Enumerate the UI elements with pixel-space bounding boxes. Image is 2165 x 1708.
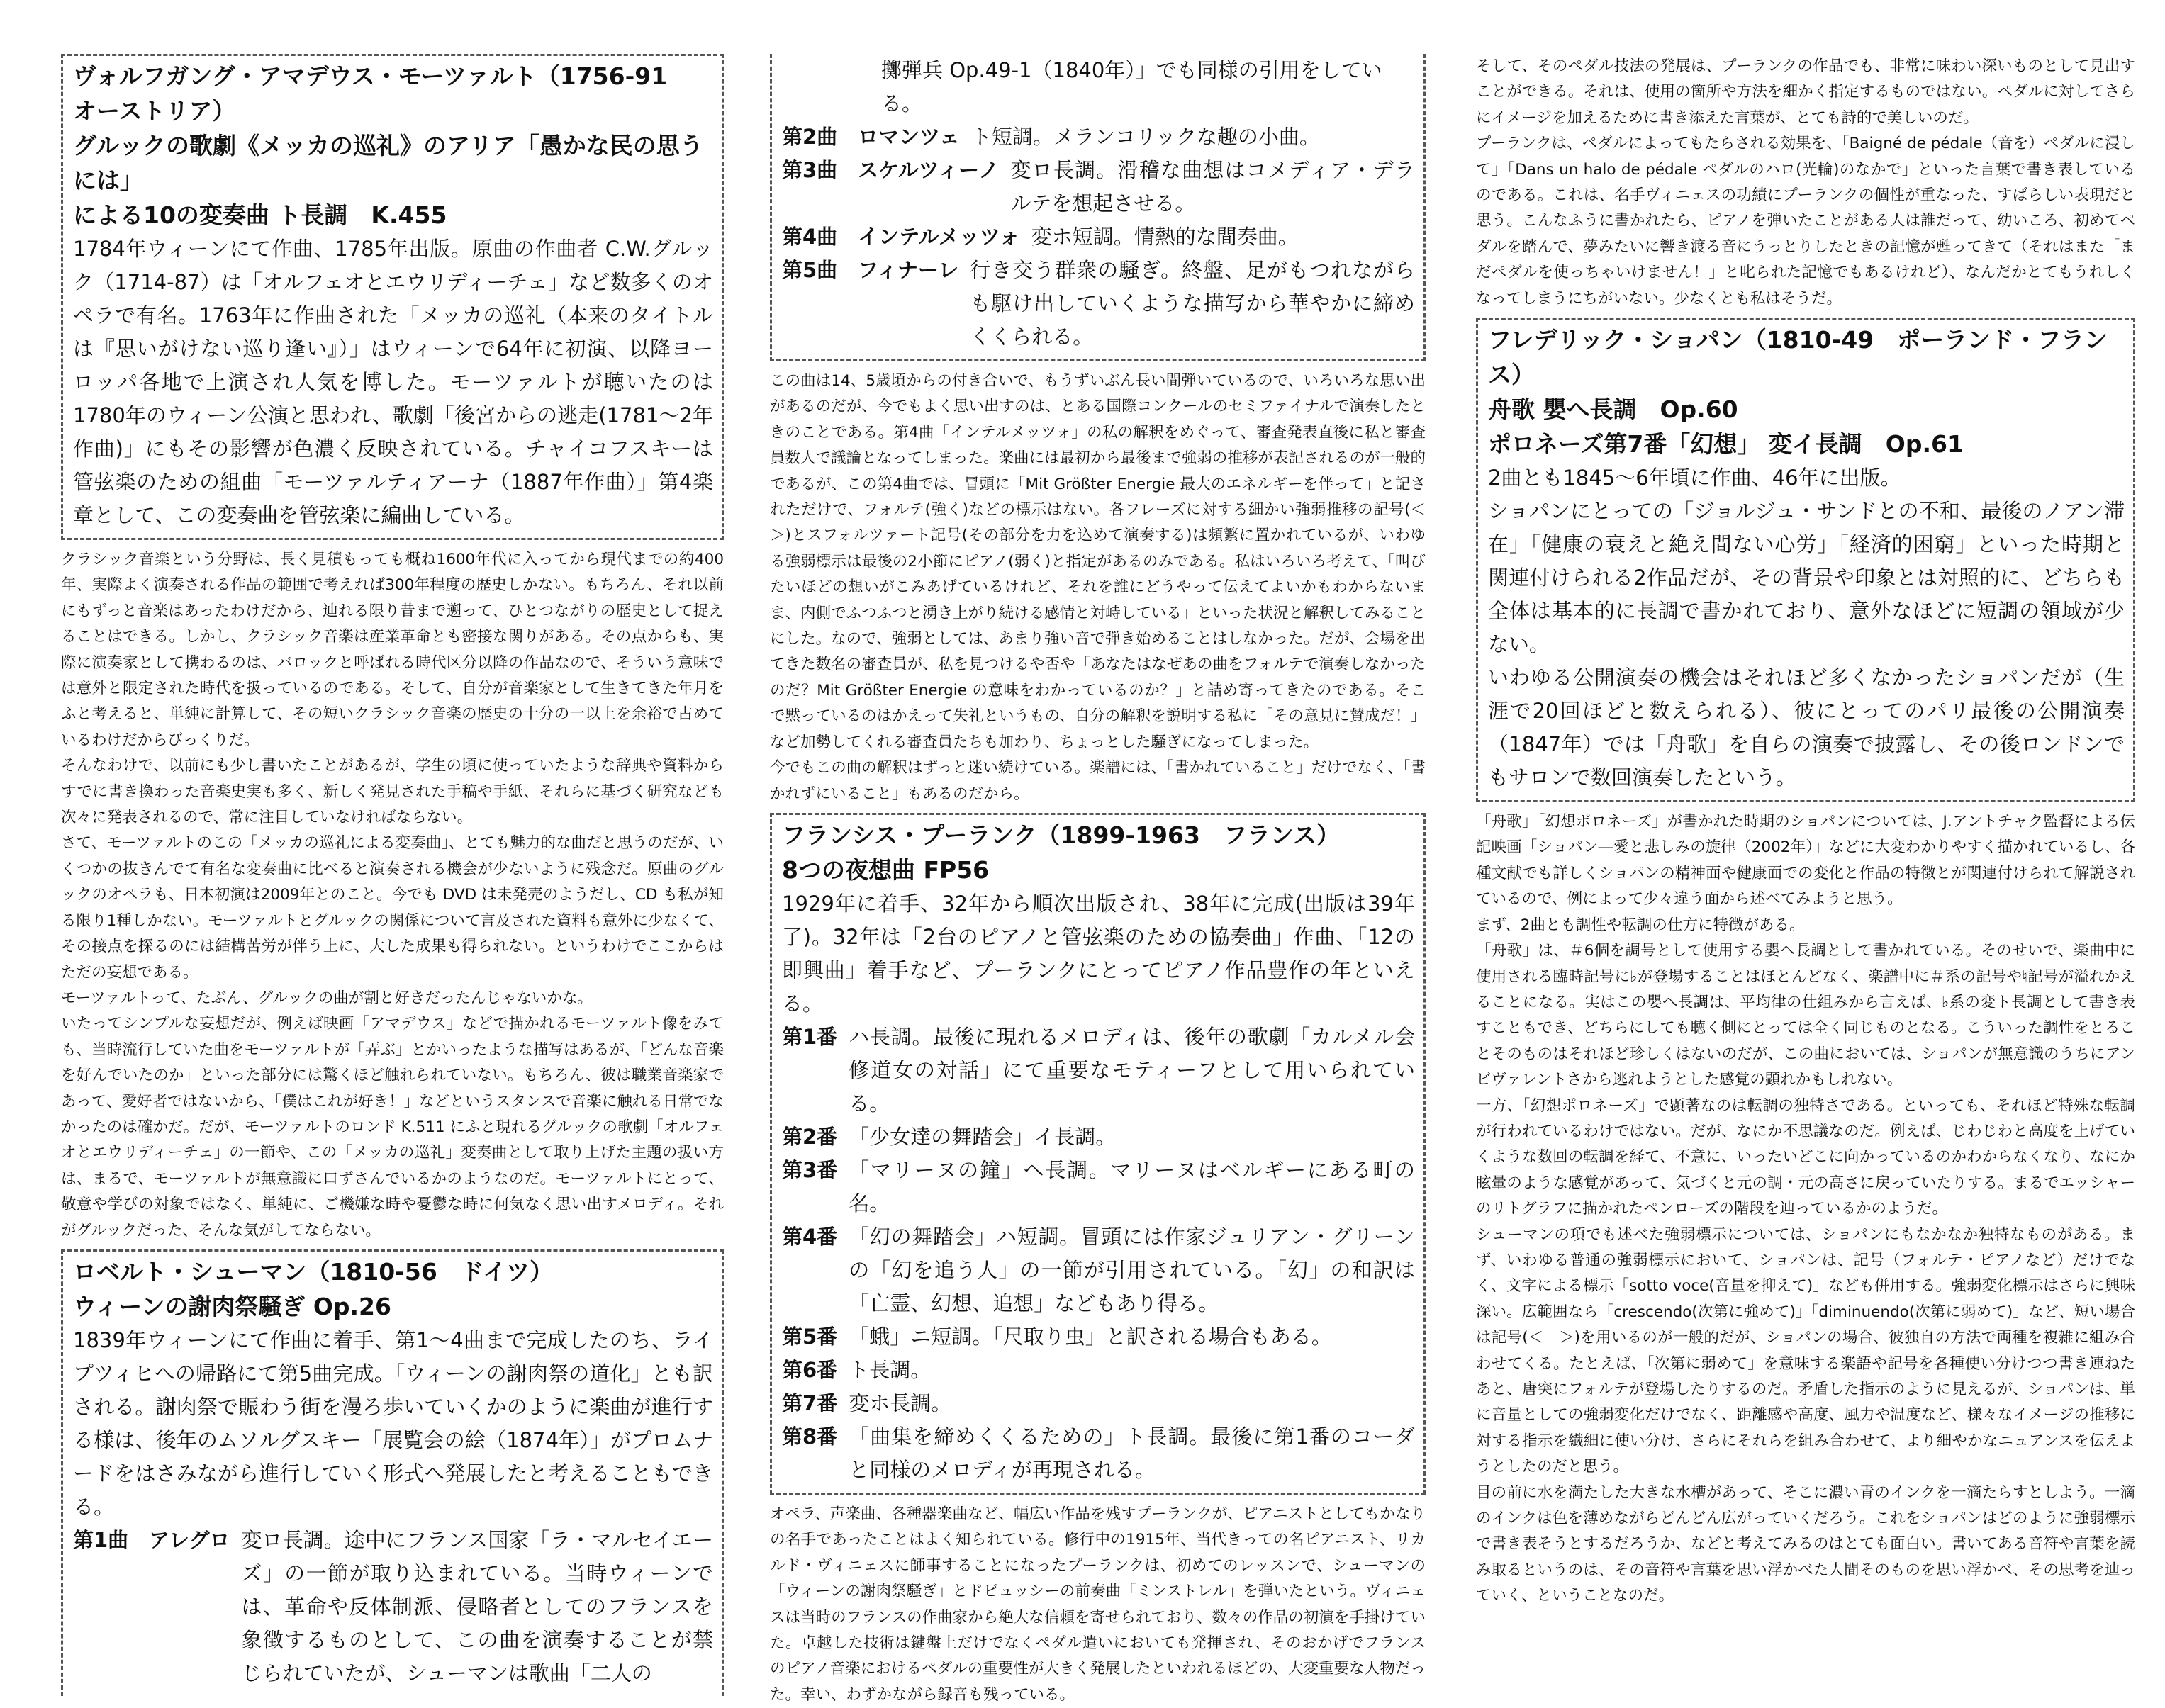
mozart-essay-paragraph: さて、モーツァルトのこの「メッカの巡礼による変奏曲」、とても魅力的な曲だと思うのだが、いくつかの抜きんでて有名な変奏曲に比べると演奏される機会が少ないように残念だ。原曲のグルックのオペラも、日本初演は2009年とのこと。今でも DVD は未発売のようだし、CD も私が知る限り1種しかない。モーツァルトとグルックの関係について言及された資料も意外に少なくて、その接点を探るのには結構苦労が伴う上に、大した成果も得られない。というわけでここからはただの妄想である。 <box>61 834 724 982</box>
movement-description: ト短調。メランコリックな趣の小曲。 <box>971 125 1320 149</box>
mozart-essay-paragraph: そんなわけで、以前にも少し書いたことがあるが、学生の頃に使っていたような辞典や資料からすでに書き換わった音楽史実も多く、新しく発見された手稿や手紙、それらに基づく研究なども次々に発表されるので、常に注目していなければならない。 <box>61 757 724 827</box>
nocturne-label: 第5番 <box>782 1324 838 1349</box>
chopin-title-barcarolle: 舟歌 嬰へ長調 Op.60 <box>1488 395 1738 424</box>
nocturne-label: 第7番 <box>782 1390 838 1415</box>
movement-description: 変ホ短調。情熱的な間奏曲。 <box>1031 225 1299 249</box>
nocturne-label: 第2番 <box>782 1124 838 1149</box>
poulenc-nocturne-3 <box>782 1154 1415 1220</box>
poulenc-nocturne-2 <box>782 1120 1415 1154</box>
schumann-essay <box>770 369 1441 807</box>
schumann-movement-4 <box>782 220 1415 254</box>
nocturne-description: 「幻の舞踏会」ハ短調。冒頭には作家ジュリアン・グリーンの「幻を追う人」の一節が引用されている。「幻」の和訳は「亡霊、幻想、追想」などもあり得る。 <box>849 1224 1415 1315</box>
schumann-movement-1 <box>73 1524 713 1690</box>
nocturne-description: 「少女達の舞踏会」イ長調。 <box>849 1124 1117 1149</box>
schumann-movement-1-continued: 擲弾兵 Op.49-1（1840年）」でも同様の引用をしている。 <box>881 58 1382 116</box>
poulenc-composer-heading: フランシス・プーランク（1899-1963 フランス） <box>782 821 1340 849</box>
nocturne-label: 第6番 <box>782 1357 838 1382</box>
nocturne-label: 第1番 <box>782 1024 838 1049</box>
chopin-program-note: 2曲とも1845～6年頃に作曲、46年に出版。 <box>1488 466 1901 490</box>
movement-label: 第4曲 インテルメッツォ <box>782 225 1020 249</box>
chopin-essay-paragraph: 「舟歌」は、＃6個を調号として使用する嬰へ長調として書かれている。そのせいで、楽曲中に使用される臨時記号に♭が登場することはほとんどなく、楽譜中に＃系の記号や♮記号が溢れかえることになる。実はこの嬰へ長調は、平均律の仕組みから言えば、♭系の変ト長調として書き表すこともでき、どちらにしても聴く側にとっては全く同じものとなる。こういった調性をとることそのものはそれほど珍しくはないのだが、この曲においては、ショパンが無意識のうちにアンビヴァレントさから逃れようとした感覚の顕れかもしれない。 <box>1476 942 2135 1089</box>
movement-label: 第1曲 アレグロ <box>73 1527 230 1552</box>
poulenc-nocturne-7 <box>782 1387 1415 1420</box>
poulenc-nocturne-4 <box>782 1220 1415 1320</box>
chopin-composer-heading: フレデリック・ショパン（1810-49 ポーランド・フランス） <box>1488 326 2108 389</box>
poulenc-essay-continued <box>1476 54 2135 312</box>
mozart-essay <box>61 547 724 1244</box>
schumann-title: ウィーンの謝肉祭騒ぎ Op.26 <box>73 1292 391 1320</box>
nocturne-description: ハ長調。最後に現れるメロディは、後年の歌劇「カルメル会修道女の対話」にて重要なモティーフとして用いられている。 <box>849 1024 1415 1116</box>
nocturne-description: 「蛾」ニ短調。「尺取り虫」と訳される場合もある。 <box>849 1324 1332 1349</box>
mozart-program-note: 1784年ウィーンにて作曲、1785年出版。原曲の作曲者 C.W.グルック（1714-87）は「オルフェオとエウリディーチェ」など数多くのオペラで有名。1763年に作曲された「メッカの巡礼（本来のタイトルは『思いがけない巡り逢い』）」はウィーンで64年に初演、以降ヨーロッパ各地で上演され人気を博した。モーツァルトが聴いたのは1780年のウィーン公演と思われ、歌劇「後宮からの逃走(1781～2年作曲)」にもその影響が色濃く反映されている。チャイコフスキーは管弦楽のための組曲「モーツァルティアーナ（1887年作曲）」第4楽章として、この変奏曲を管弦楽に編曲している。 <box>73 237 713 527</box>
schumann-essay-paragraph: 今でもこの曲の解釈はずっと迷い続けている。楽譜には、「書かれていること」だけでなく、「書かれずにいること」もあるのだから。 <box>770 759 1426 803</box>
poulenc-nocturne-5 <box>782 1320 1415 1354</box>
schumann-program-box <box>61 1249 724 1696</box>
nocturne-label: 第3番 <box>782 1157 838 1182</box>
mozart-title-line2: による10の変奏曲 ト長調 K.455 <box>73 201 447 229</box>
poulenc-nocturne-6 <box>782 1354 1415 1387</box>
schumann-movement-list <box>782 120 1415 354</box>
chopin-program-box <box>1476 318 2135 802</box>
nocturne-description: 変ホ長調。 <box>849 1390 952 1415</box>
mozart-essay-paragraph: クラシック音楽という分野は、長く見積もっても概ね1600年代に入ってから現代までの約400年、実際よく演奏される作品の範囲で考えれば300年程度の歴史しかない。もちろん、それ以前にもずっと音楽はあったわけだから、辿れる限り昔まで遡って、ひとつながりの歴史として捉えることはできる。しかし、クラシック音楽は産業革命とも密接な関りがある。その点からも、実際に演奏家として携わるのは、バロックと呼ばれる時代区分以降の作品なので、そういう意味では意外と限定された時代を扱っているのである。そして、自分が音楽家として生きてきた年月をふと考えると、単純に計算して、その短いクラシック音楽の歴史の十分の一以上を余裕で占めているわけだからびっくりだ。 <box>61 551 724 749</box>
schumann-program-box-continued <box>770 54 1426 361</box>
movement-description: 行き交う群衆の騒ぎ。終盤、足がもつれながらも駆け出していくような描写から華やかに締めくくられる。 <box>970 258 1415 349</box>
chopin-essay-paragraph: まず、2曲とも調性や転調の仕方に特徴がある。 <box>1476 916 1805 934</box>
poulenc-nocturne-list <box>782 1021 1415 1487</box>
column-left <box>61 54 724 1685</box>
nocturne-description: 「曲集を締めくくるための」ト長調。最後に第1番のコーダと同様のメロディが再現される。 <box>849 1424 1415 1482</box>
chopin-program-note: いわゆる公開演奏の機会はそれほど多くなかったショパンだが（生涯で20回ほどと数えられる）、彼にとってのパリ最後の公開演奏（1847年）では「舟歌」を自らの演奏で披露し、その後ロンドンでもサロンで数回演奏したという。 <box>1488 665 2125 790</box>
mozart-title-line1: グルックの歌劇《メッカの巡礼》のアリア「愚かな民の思うには」 <box>73 132 703 194</box>
mozart-essay-paragraph: いたってシンプルな妄想だが、例えば映画「アマデウス」などで描かれるモーツァルト像をみても、当時流行していた曲をモーツァルトが「弄ぶ」とかいったような描写はあるが、「どんな音楽を好んでいたのか」といった部分には驚くほど触れられていない。もちろん、彼は職業音楽家であって、愛好者ではないから、「僕はこれが好き！」などというスタンスで音楽に触れる日常でなかったのは確かだ。だが、モーツァルトのロンド K.511 にふと現れるグルックの歌劇「オルフェオとエウリディーチェ」の一節や、この「メッカの巡礼」変奏曲として取り上げた主題の扱い方は、まるで、モーツァルトが無意識に口ずさんでいるかのようなのだ。モーツァルトにとって、敬意や学びの対象ではなく、単純に、ご機嫌な時や憂鬱な時に何気なく思い出すメロディ。それがグルックだった、そんな気がしてならない。 <box>61 1015 724 1240</box>
poulenc-title: 8つの夜想曲 FP56 <box>782 855 990 884</box>
movement-description: 変ロ長調。途中にフランス国家「ラ・マルセイエーズ」の一節が取り込まれている。当時ウィーンでは、革命や反体制派、侵略者としてのフランスを象徴するものとして、この曲を演奏することが禁じられていたが、シューマンは歌曲「二人の <box>241 1527 713 1685</box>
chopin-essay-paragraph: 一方、「幻想ポロネーズ」で顕著なのは転調の独特さである。といっても、それほど特殊な転調が行われているわけではない。だが、なにか不思議なのだ。例えば、じわじわと高度を上げていくような数回の転調を経て、不意に、いったいどこに向かっているのかわからなくなり、なにか眩暈のような感覚があって、気づくと元の調・元の高さに戻っていたりする。まるでエッシャーのリトグラフに描かれたペンローズの階段を辿っているかのようだ。 <box>1476 1096 2135 1218</box>
chopin-title-polonaise-fantaisie: ポロネーズ第7番「幻想」 変イ長調 Op.61 <box>1488 430 1964 459</box>
mozart-essay-paragraph: モーツァルトって、たぶん、グルックの曲が割と好きだったんじゃないかな。 <box>61 989 593 1007</box>
schumann-movement-2 <box>782 120 1415 154</box>
chopin-essay <box>1476 809 2135 1609</box>
mozart-program-box <box>61 54 724 540</box>
poulenc-program-box <box>770 813 1426 1495</box>
nocturne-description: ト長調。 <box>849 1357 932 1382</box>
poulenc-essay-paragraph: オペラ、声楽曲、各種器楽曲など、幅広い作品を残すプーランクが、ピアニストとしてもかなりの名手であったことはよく知られている。修行中の1915年、当代きっての名ピアニスト、リカルド・ヴィニェスに師事することになったプーランクは、初めてのレッスンで、シューマンの「ウィーンの謝肉祭騒ぎ」とドビュッシーの前奏曲「ミンストレル」を弾いたという。ヴィニェスは当時のフランスの作曲家から絶大な信頼を寄せられており、数々の作品の初演を手掛けていた。卓越した技術は鍵盤上だけでなくペダル遣いにおいても発揮され、そのおかげでフランスのピアノ音楽におけるペダルの重要性が大きく発展したといわれるほどの、大変重要な人物だった。幸い、わずかながら録音も残っている。 <box>770 1505 1426 1704</box>
nocturne-description: 「マリーヌの鐘」ヘ長調。マリーヌはベルギーにある町の名。 <box>849 1157 1415 1215</box>
mozart-composer-heading: ヴォルフガング・アマデウス・モーツァルト（1756-91 オーストリア） <box>73 62 691 125</box>
movement-label: 第5曲 フィナーレ <box>782 258 959 282</box>
poulenc-essay-paragraph: そして、そのペダル技法の発展は、プーランクの作品でも、非常に味わい深いものとして見出すことができる。それは、使用の箇所や方法を細かく指定するものではない。ペダルに対してさらにイメージを加えるために書き添えた言葉が、とても詩的で美しいのだ。 <box>1476 57 2135 127</box>
schumann-essay-paragraph: この曲は14、5歳頃からの付き合いで、もうずいぶん長い間弾いているので、いろいろな思い出があるのだが、今でもよく思い出すのは、とある国際コンクールのセミファイナルで演奏したときのことである。第4曲「インテルメッツォ」の私の解釈をめぐって、審査発表直後に私と審査員数人で議論となってしまった。楽曲には最初から最後まで強弱の推移が表記されるのが一般的であるが、この第4曲では、冒頭に「Mit Größter Energie 最大のエネルギーを伴って」と記されただけで、フォルテ(強く)などの標示はない。各フレーズに対する細かい強弱推移の記号(＜ ＞)とスフォルツァート記号(その部分を力を込めて演奏する)は頻繁に置かれているが、いわゆる強弱標示は最後の2小節にピアノ(弱く)と指定があるのみである。私はいろいろ考えて、「叫びたいほどの想いがこみあげているけれど、それを誰にどうやって伝えてよいかもわからないまま、内側でふつふつと湧き上がり続ける感情と対峙している」といった状況と解釈してみることにした。なので、強弱としては、あまり強い音で弾き始めることはしなかった。だが、会場を出てきた数名の審査員が、私を見つけるや否や「あなたはなぜあの曲をフォルテで演奏しなかったのだ？Mit Größter Energie の意味をわかっているのか？」と詰め寄ってきたのである。そこで黙っているのはかえって失礼というもの、自分の解釈を説明する私に「その意見に賛成だ！」など加勢してくれる審査員たちも加わり、ちょっとした騒ぎになってしまった。 <box>770 372 1441 751</box>
poulenc-nocturne-8 <box>782 1420 1415 1487</box>
chopin-essay-paragraph: 「舟歌」「幻想ポロネーズ」が書かれた時期のショパンについては、J.アントチャク監督による伝記映画「ショパン―愛と悲しみの旋律（2002年）」などに大変わかりやすく描かれているし、各種文献でも詳しくショパンの精神面や健康面での変化と作品の特徴とが関連付けられて解説されているので、例によって少々違う面から述べてみようと思う。 <box>1476 813 2135 909</box>
schumann-program-note: 1839年ウィーンにて作曲に着手、第1～4曲まで完成したのち、ライプツィヒへの帰路にて第5曲完成。「ウィーンの謝肉祭の道化」とも訳される。謝肉祭で賑わう街を漫ろ歩いていくかのように楽曲が進行する様は、後年のムソルグスキー「展覧会の絵（1874年）」がプロムナードをはさみながら進行していく形式へ発展したと考えることもできる。 <box>73 1327 713 1519</box>
chopin-essay-paragraph: 目の前に水を満たした大きな水槽があって、そこに濃い青のインクを一滴たらすとしよう。一滴のインクは色を薄めながらどんどん広がっていくだろう。これをショパンはどのように強弱標示で書き表そうとするだろうか、などと考えてみるのはとても面白い。書いてある音符や言葉を読み取るというのは、その音符や言葉を思い浮かべた人間そのものを思い浮かべ、その思考を辿っていく、ということなのだ。 <box>1476 1483 2135 1605</box>
chopin-program-note: ショパンにとっての「ジョルジュ・サンドとの不和、最後のノアン滞在」「健康の衰えと絶え間ない心労」「経済的困窮」といった時期と関連付けられる2作品だが、その背景や印象とは対照的に、どちらも全体は基本的に長調で書かれており、意外なほどに短調の領域が少ない。 <box>1488 499 2125 657</box>
poulenc-program-note: 1929年に着手、32年から順次出版され、38年に完成(出版は39年了)。32年は「2台のピアノと管弦楽のための協奏曲」作曲、「12の即興曲」着手など、プーランクにとってピアノ作品豊作の年といえる。 <box>782 891 1415 1016</box>
schumann-composer-heading: ロベルト・シューマン（1810-56 ドイツ） <box>73 1257 554 1286</box>
schumann-movement-3 <box>782 154 1415 220</box>
poulenc-essay <box>770 1502 1426 1708</box>
movement-label: 第3曲 スケルツィーノ <box>782 158 1000 182</box>
nocturne-label: 第4番 <box>782 1224 838 1249</box>
nocturne-label: 第8番 <box>782 1424 838 1449</box>
movement-description: 変ロ長調。滑稽な曲想はコメディア・デラルテを想起させる。 <box>1010 158 1415 215</box>
poulenc-nocturne-1 <box>782 1021 1415 1120</box>
column-middle <box>770 54 1441 1704</box>
schumann-movement-5 <box>782 254 1415 354</box>
chopin-essay-paragraph: シューマンの項でも述べた強弱標示については、ショパンにもなかなか独特なものがある。まず、いわゆる普通の強弱標示において、ショパンは、記号（フォルテ・ピアノなど）だけでなく、文字による標示「sotto voce(音量を抑えて)」なども併用する。強弱変化標示はさらに興味深い。広範囲なら「crescendo(次第に強めて)」「diminuendo(次第に弱めて)」など、短い場合は記号(＜ ＞)を用いるのが一般的だが、ショパンの場合、彼独自の方法で両種を複雑に組み合わせてくる。たとえば、「次第に弱めて」を意味する楽語や記号を各種使い分けつつ書き連ねたあと、唐突にフォルテが登場したりするのだ。矛盾した指示のように見えるが、ショパンは、単に音量としての強弱変化だけでなく、距離感や高度、風力や温度など、様々なイメージの推移に対する指示を繊細に使い分け、さらにそれらを組み合わせて、より細やかなニュアンスを伝えようとしたのだと思う。 <box>1476 1225 2135 1476</box>
poulenc-essay-paragraph: プーランクは、ペダルによってもたらされる効果を、「Baigné de pédale（音を）ペダルに浸して」「Dans un halo de pédale ペダルのハロ(光輪)のなかで」といった言葉で書き表しているのである。これは、名手ヴィニェスの功績にプーランクの個性が重なった、すばらしい表現だと思う。こんなふうに書かれたら、ピアノを弾いたことがある人は誰だって、幼いころ、初めてペダルを踏んで、夢みたいに響き渡る音にうっとりしたときの記憶が甦ってきて（それはまた「まだペダルを使っちゃいけません！」と叱られた記憶でもあるけれど）、なんだかとてもうれしくなってしまうにちがいない。少なくとも私はそうだ。 <box>1476 135 2135 308</box>
column-right <box>1476 54 2135 1605</box>
movement-label: 第2曲 ロマンツェ <box>782 125 961 149</box>
